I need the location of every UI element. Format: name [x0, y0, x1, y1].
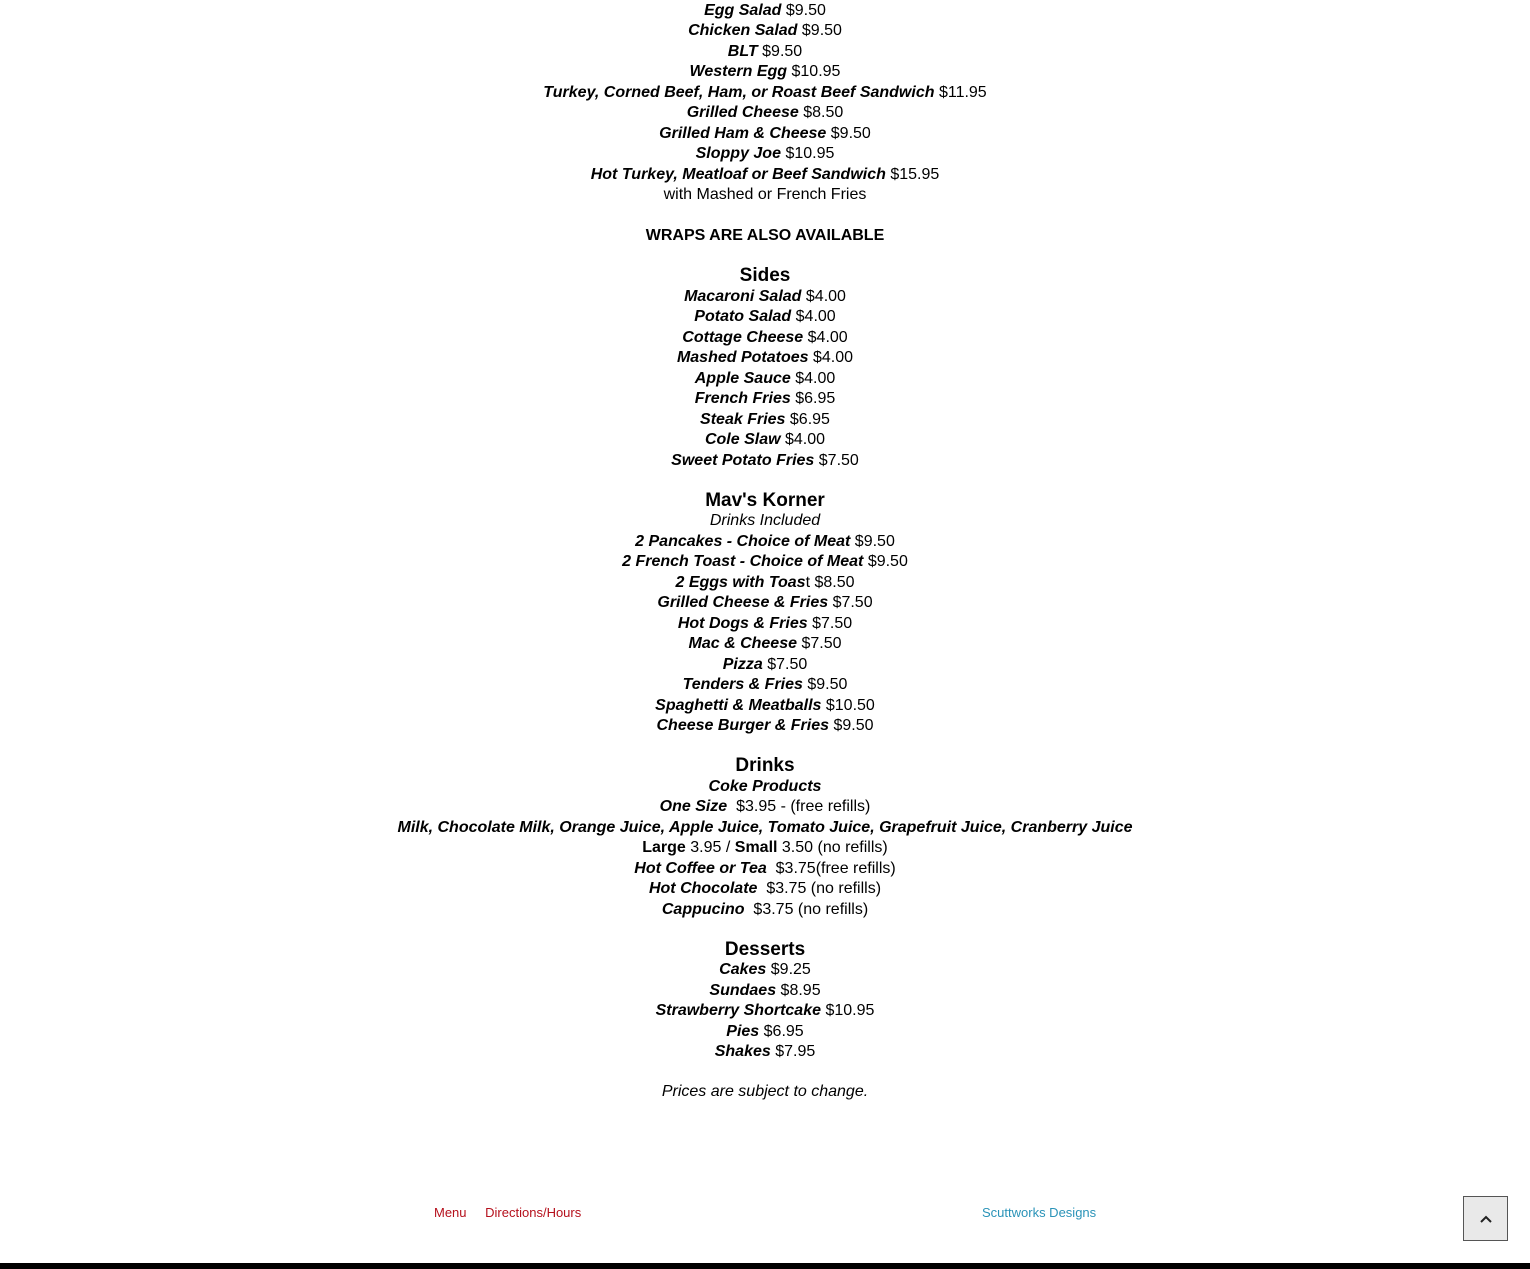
item-price: $15.95	[890, 165, 940, 183]
sandwiches-section	[0, 0, 1530, 266]
section-heading-mavs-korner: Mav's Korner	[705, 489, 825, 511]
menu-item	[0, 62, 1530, 83]
menu-item	[0, 430, 1530, 451]
menu-item	[0, 981, 1530, 1002]
item-name: Grilled Ham & Cheese	[659, 124, 827, 142]
item-name: Hot Coffee or Tea	[634, 859, 767, 877]
back-to-top-button[interactable]	[1463, 1196, 1508, 1241]
item-price: $6.95	[789, 410, 830, 428]
menu-item	[0, 348, 1530, 369]
menu-item	[0, 838, 1530, 859]
item-price: $4.00	[795, 369, 836, 387]
menu-item	[0, 634, 1530, 655]
wraps-note: WRAPS ARE ALSO AVAILABLE	[645, 227, 885, 244]
section-heading-desserts: Desserts	[724, 938, 806, 960]
item-price: $7.50	[801, 635, 842, 652]
item-price: $6.95	[795, 390, 836, 407]
item-price: $7.50	[832, 594, 873, 611]
item-price: $8.50	[803, 104, 844, 121]
menu-item	[0, 144, 1530, 165]
menu-item	[0, 42, 1530, 63]
item-price: $10.95	[785, 145, 835, 162]
section-heading-sides: Sides	[739, 265, 791, 286]
menu-item	[0, 593, 1530, 614]
item-name: Chicken Salad	[688, 22, 798, 39]
item-name: Macaroni Salad	[684, 287, 802, 305]
item-name: Apple Sauce	[694, 369, 791, 387]
item-price: $7.50	[812, 614, 853, 632]
item-name: Tenders & Fries	[682, 676, 803, 693]
mavs-korner-section	[0, 491, 1530, 757]
section-heading-drinks: Drinks	[735, 755, 795, 776]
item-price: $8.95	[780, 981, 821, 999]
section-subheading: Drinks Included	[709, 512, 821, 529]
menu-item	[0, 879, 1530, 900]
item-price: $4.00	[813, 349, 854, 366]
item-name: Cappucino	[661, 900, 745, 918]
item-price: $9.50	[785, 1, 826, 19]
item-price: $9.50	[833, 717, 874, 734]
footer-menu-link[interactable]: Menu	[434, 1205, 467, 1220]
item-name: Strawberry Shortcake	[655, 1002, 821, 1019]
item-price: $10.50	[825, 696, 875, 714]
item-name: Grilled Cheese	[686, 104, 799, 121]
item-name: 2 French Toast - Choice of Meat	[622, 553, 864, 570]
item-name: Sloppy Joe	[695, 145, 781, 162]
footer-nav	[434, 1205, 596, 1221]
item-name: Western Egg	[689, 63, 788, 80]
item-name: Mac & Cheese	[688, 635, 797, 652]
item-name: One Size	[659, 798, 728, 815]
menu-item	[0, 1042, 1530, 1063]
item-price: $9.50	[807, 676, 848, 693]
item-name: Grilled Cheese & Fries	[657, 594, 829, 611]
item-price: $11.95	[938, 83, 987, 101]
size-label: Large	[642, 839, 686, 856]
menu-item	[0, 1, 1530, 22]
menu-item	[0, 165, 1530, 186]
item-price: $3.95 - (free refills)	[736, 798, 871, 815]
item-price: $4.00	[805, 287, 846, 305]
footer-directions-link[interactable]: Directions/Hours	[485, 1205, 582, 1220]
menu-item	[0, 900, 1530, 921]
item-name: Mashed Potatoes	[676, 349, 809, 366]
menu-item	[0, 410, 1530, 431]
item-name: Potato Salad	[694, 308, 792, 325]
item-name: Cheese Burger & Fries	[656, 717, 829, 734]
item-name: Hot Dogs & Fries	[677, 614, 808, 632]
footer-credit	[982, 1205, 1096, 1221]
item-name: Shakes	[714, 1043, 771, 1060]
item-price: 3.50 (no refills)	[781, 839, 888, 856]
item-name: Cakes	[719, 961, 767, 978]
item-name: Sundaes	[709, 981, 777, 999]
menu-item	[0, 532, 1530, 553]
menu-item	[0, 307, 1530, 328]
item-name: Turkey, Corned Beef, Ham, or Roast Beef Sandwich	[543, 83, 935, 101]
coke-products-label: Coke Products	[708, 777, 822, 795]
size-label: Small	[734, 839, 778, 856]
menu-item	[0, 103, 1530, 124]
item-price: $3.75(free refills)	[775, 859, 896, 877]
menu-item	[0, 1022, 1530, 1043]
designer-credit-link[interactable]: Scuttworks Designs	[982, 1205, 1097, 1220]
item-price: $4.00	[807, 328, 848, 346]
desserts-section	[0, 940, 1530, 1083]
menu-item	[0, 21, 1530, 42]
item-name: Hot Chocolate	[648, 880, 758, 897]
item-price: $10.95	[791, 63, 841, 80]
menu-item	[0, 716, 1530, 737]
item-price: $7.50	[767, 655, 808, 673]
menu-item	[0, 124, 1530, 145]
item-name: Hot Turkey, Meatloaf or Beef Sandwich	[590, 165, 886, 183]
item-price: $4.00	[795, 308, 836, 325]
sides-section	[0, 266, 1530, 491]
item-price: $7.50	[818, 451, 859, 469]
juice-list: Milk, Chocolate Milk, Orange Juice, Apple Juice, Tomato Juice, Grapefruit Juice, Cranberry Juice	[397, 818, 1133, 836]
item-name: Spaghetti & Meatballs	[655, 696, 822, 714]
menu-item	[0, 696, 1530, 717]
item-name: Steak Fries	[700, 410, 786, 428]
menu-item	[0, 369, 1530, 390]
item-name: Egg Salad	[704, 1, 782, 19]
chevron-up-icon	[1480, 1215, 1492, 1223]
item-price: t $8.50	[805, 573, 855, 591]
menu-item	[0, 960, 1530, 981]
price-disclaimer: Prices are subject to change.	[661, 1083, 869, 1100]
menu-item	[0, 451, 1530, 472]
menu-item	[0, 655, 1530, 676]
menu-item	[0, 83, 1530, 104]
item-name: Pizza	[722, 655, 763, 673]
item-name: BLT	[727, 42, 758, 60]
menu-item	[0, 859, 1530, 880]
bottom-bar	[0, 1263, 1530, 1269]
item-name: French Fries	[694, 390, 791, 407]
item-name: Pies	[726, 1022, 760, 1040]
menu-item	[0, 614, 1530, 635]
item-name: Cottage Cheese	[682, 328, 804, 346]
item-name: Sweet Potato Fries	[671, 451, 815, 469]
hot-sandwich-note: with Mashed or French Fries	[663, 186, 867, 203]
item-price: $6.95	[763, 1022, 804, 1040]
item-price: $4.00	[784, 431, 826, 448]
item-price: $10.95	[825, 1002, 875, 1019]
item-name: Cole Slaw	[704, 431, 781, 448]
item-price: $7.95	[775, 1043, 816, 1060]
item-price: $3.75 (no refills)	[766, 880, 882, 897]
menu-item	[0, 1001, 1530, 1022]
menu-item	[0, 573, 1530, 594]
menu-item	[0, 552, 1530, 573]
item-price: $9.50	[830, 124, 871, 142]
drinks-section	[0, 756, 1530, 940]
menu-item	[0, 797, 1530, 818]
menu-item	[0, 675, 1530, 696]
menu-item	[0, 328, 1530, 349]
item-price: $9.50	[801, 22, 842, 39]
item-price: $3.75 (no refills)	[753, 900, 869, 918]
item-name: 2 Pancakes - Choice of Meat	[635, 532, 851, 550]
item-name: 2 Eggs with Toas	[675, 573, 806, 591]
menu-item	[0, 287, 1530, 308]
item-price: $9.25	[770, 961, 811, 978]
item-price: 3.95 /	[690, 839, 731, 856]
item-price: $9.50	[854, 532, 895, 550]
menu-item	[0, 389, 1530, 410]
item-price: $9.50	[762, 42, 803, 60]
item-price: $9.50	[867, 553, 908, 570]
